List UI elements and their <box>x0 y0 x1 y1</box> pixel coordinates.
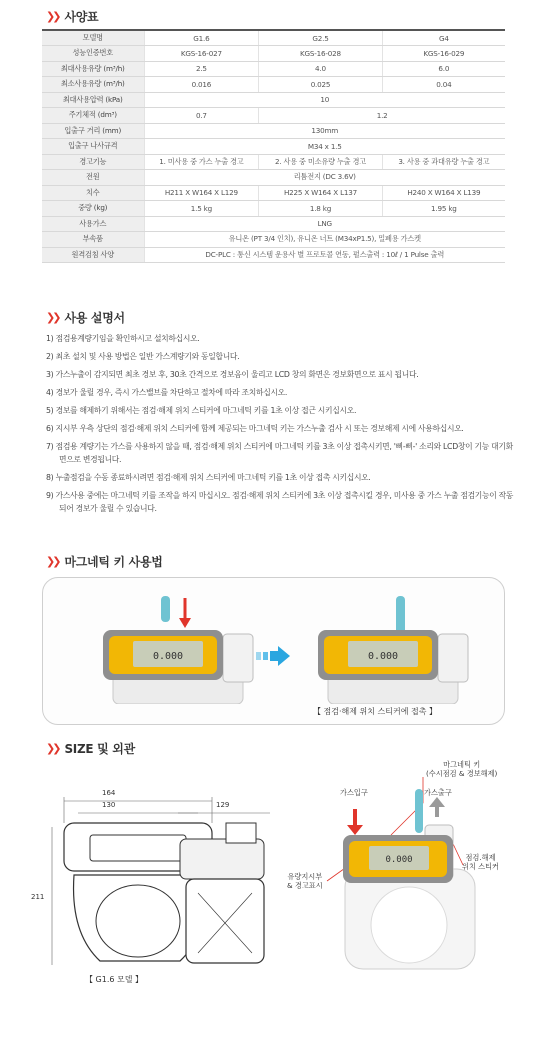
usage-item: 7) 점검용 계량기는 가스를 사용하지 않을 때, 점검·해제 위치 스티커에 마그네틱 키를 3초 이상 접촉시키면, '삐-삐-' 소리와 LCD창이 기능 대기화면으로 변경됩니다. <box>46 442 513 464</box>
spec-cell: KGS-16-028 <box>259 46 382 62</box>
spec-cell: KGS-16-027 <box>144 46 259 62</box>
spec-row <box>42 216 505 232</box>
spec-cell: H240 X W164 X L139 <box>382 185 505 201</box>
usage-section-title <box>46 309 125 326</box>
label-sticker: 점검.해제 위치 스티커 <box>462 853 500 871</box>
spec-row-label: 전원 <box>42 170 144 186</box>
spec-cell: 0.025 <box>259 77 382 93</box>
spec-row <box>42 92 505 108</box>
dim-width-164: 164 <box>102 789 116 797</box>
spec-cell: G2.5 <box>259 30 382 46</box>
spec-row <box>42 247 505 263</box>
spec-cell: LNG <box>144 216 505 232</box>
spec-row <box>42 77 505 93</box>
model-caption: 【 G1.6 모델 】 <box>85 975 144 984</box>
magnetic-section-title <box>46 553 163 570</box>
dim-depth-129: 129 <box>216 801 230 809</box>
chevron-icon: ❯❯ <box>46 555 59 568</box>
magnetic-caption: 【 점검·해제 위치 스티커에 접촉 】 <box>313 707 437 716</box>
magnetic-key-box <box>42 577 505 725</box>
spec-row <box>42 61 505 77</box>
spec-row <box>42 46 505 62</box>
spec-row-label: 최소사용유량 (m³/h) <box>42 77 144 93</box>
spec-title-text: 사양표 <box>64 10 99 24</box>
spec-row-label: 사용가스 <box>42 216 144 232</box>
meter-before-illustration <box>83 586 273 704</box>
spec-row <box>42 123 505 139</box>
spec-cell: 0.04 <box>382 77 505 93</box>
chevron-icon: ❯❯ <box>46 742 59 755</box>
spec-row <box>42 154 505 170</box>
spec-row-label: 원격검침 사양 <box>42 247 144 263</box>
meter-photo-illustration <box>305 765 505 980</box>
spec-cell: M34 x 1.5 <box>144 139 505 155</box>
magnetic-key-icon <box>415 789 423 833</box>
spec-cell: KGS-16-029 <box>382 46 505 62</box>
spec-cell: G1.6 <box>144 30 259 46</box>
spec-cell: 1. 미사용 중 가스 누출 경고 <box>144 154 259 170</box>
lcd-readout: 0.000 <box>152 651 184 662</box>
spec-row-label: 치수 <box>42 185 144 201</box>
spec-row <box>42 139 505 155</box>
usage-item: 9) 가스사용 중에는 마그네틱 키를 조작을 하지 마십시오. 점검·해제 위치 스티커에 3초 이상 접촉시킬 경우, 미사용 중 가스 누출 점검기능이 작동되어 경보가 울릴 수 있습니다. <box>46 491 514 513</box>
chevron-icon: ❯❯ <box>46 10 59 23</box>
spec-cell: 0.016 <box>144 77 259 93</box>
label-display: 유량지시부 & 경고표시 <box>287 872 323 890</box>
usage-item: 4) 경보가 울릴 경우, 즉시 가스밸브를 차단하고 절차에 따라 조치하십시오. <box>46 388 288 397</box>
usage-list <box>46 332 516 520</box>
spec-row-label: 중량 (kg) <box>42 201 144 217</box>
chevron-icon: ❯❯ <box>46 311 59 324</box>
usage-item: 5) 경보를 해제하기 위해서는 점검·해제 위치 스티커에 마그네틱 키를 1초 이상 접근 시키십시오. <box>46 406 357 415</box>
lcd-readout: 0.000 <box>385 855 413 865</box>
spec-row <box>42 170 505 186</box>
spec-cell: G4 <box>382 30 505 46</box>
spec-row-label: 입출구 나사규격 <box>42 139 144 155</box>
usage-item: 8) 누출점검을 수동 종료하시려면 점검·해제 위치 스티커에 마그네틱 키를 1초 이상 접촉 시키십시오. <box>46 473 371 482</box>
spec-cell: 1.5 kg <box>144 201 259 217</box>
label-inlet: 가스입구 <box>340 788 368 797</box>
usage-item: 6) 지시부 우측 상단의 점검·해제 위치 스티커에 함께 제공되는 마그네틱 키는 가스누출 검사 시 또는 경보해제 시에 사용하십시오. <box>46 424 464 433</box>
size-title-text: SIZE 및 외관 <box>64 742 135 756</box>
meter-after-illustration <box>298 586 488 704</box>
spec-row <box>42 185 505 201</box>
spec-row <box>42 201 505 217</box>
spec-cell: H211 X W164 X L129 <box>144 185 259 201</box>
dim-height-211: 211 <box>31 893 45 901</box>
spec-row <box>42 108 505 124</box>
spec-cell: 1.8 kg <box>259 201 382 217</box>
spec-cell: 2. 사용 중 미소유량 누출 경고 <box>259 154 382 170</box>
size-section-title <box>46 740 135 757</box>
spec-row-label: 최대사용압력 (kPa) <box>42 92 144 108</box>
usage-title-text: 사용 설명서 <box>64 311 125 325</box>
spec-cell: 3. 사용 중 과대유량 누출 경고 <box>382 154 505 170</box>
spec-row-label: 성능인증번호 <box>42 46 144 62</box>
spec-table <box>42 29 505 263</box>
label-outlet: 가스출구 <box>424 788 452 797</box>
spec-row-label: 주기체적 (dm³) <box>42 108 144 124</box>
spec-row-label: 경고기능 <box>42 154 144 170</box>
spec-row-label: 모델명 <box>42 30 144 46</box>
spec-cell: DC-PLC : 통신 시스템 운용사 별 프로토콜 연동, 펄스출력 : 10ℓ / 1 Pulse 출력 <box>144 247 505 263</box>
spec-cell: 유니온 (PT 3/4 인치), 유니온 너트 (M34xP1.5), 밀폐용 가스켓 <box>144 232 505 248</box>
right-arrow-icon <box>256 646 290 666</box>
spec-row-label: 부속품 <box>42 232 144 248</box>
spec-cell: 6.0 <box>382 61 505 77</box>
spec-cell: 0.7 <box>144 108 259 124</box>
spec-cell: 10 <box>144 92 505 108</box>
usage-item: 1) 점검용계량기임을 확인하시고 설치하십시오. <box>46 334 200 343</box>
spec-row-label: 최대사용유량 (m³/h) <box>42 61 144 77</box>
spec-row <box>42 30 505 46</box>
spec-cell: 130mm <box>144 123 505 139</box>
magnetic-key-icon <box>161 596 170 622</box>
spec-cell: H225 X W164 X L137 <box>259 185 382 201</box>
label-magnetic-key: 마그네틱 키 (수시점검 & 경보해제) <box>426 760 498 778</box>
dim-width-130: 130 <box>102 801 116 809</box>
spec-section-title <box>46 8 98 25</box>
spec-cell: 4.0 <box>259 61 382 77</box>
usage-item: 3) 가스누출이 감지되면 최초 경보 후, 30초 간격으로 경보음이 울리고 LCD 창의 화면은 경보화면으로 표시 됩니다. <box>46 370 419 379</box>
dimension-drawing <box>30 783 280 968</box>
usage-item: 2) 최초 설치 및 사용 방법은 일반 가스계량기와 동일합니다. <box>46 352 240 361</box>
spec-cell: 리튬전지 (DC 3.6V) <box>144 170 505 186</box>
lcd-readout: 0.000 <box>367 651 399 662</box>
spec-cell: 1.2 <box>259 108 505 124</box>
magnetic-title-text: 마그네틱 키 사용법 <box>64 555 163 569</box>
spec-row-label: 입출구 거리 (mm) <box>42 123 144 139</box>
spec-row <box>42 232 505 248</box>
spec-cell: 2.5 <box>144 61 259 77</box>
spec-cell: 1.95 kg <box>382 201 505 217</box>
